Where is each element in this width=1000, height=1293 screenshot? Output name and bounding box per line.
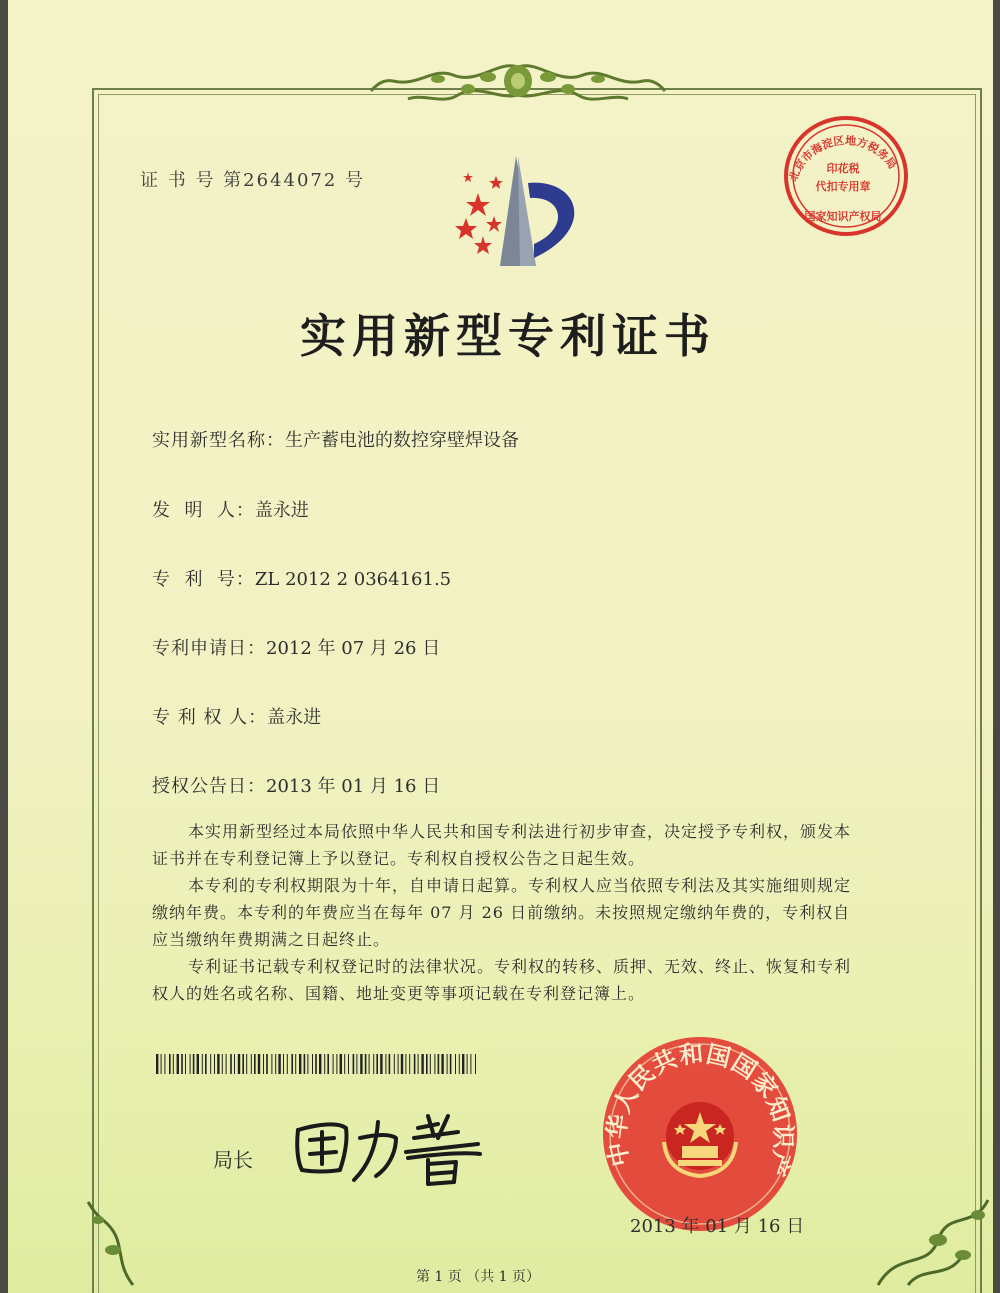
barcode-bar [455,1054,456,1074]
tax-stamp-inner-2: 代扣专用章 [815,180,871,193]
barcode-bar [462,1054,464,1074]
barcode-bar [246,1054,247,1074]
page-number: 第 1 页 （共 1 页） [415,1269,541,1285]
barcode-bar [304,1054,306,1074]
barcode-bar [421,1054,423,1074]
barcode-bar [315,1054,317,1074]
field-grant-date [152,772,440,798]
barcode-bar [426,1054,428,1074]
barcode-bar [295,1054,296,1074]
seal-date: 2013 年 01 月 16 日 [630,1216,805,1237]
field-value: 盖永进 [254,500,309,521]
barcode-bar [278,1054,280,1074]
barcode-bar [333,1054,334,1074]
barcode-bar [193,1054,195,1074]
barcode-bar [238,1054,240,1074]
barcode-bar [336,1054,337,1074]
barcode-bar [275,1054,276,1074]
barcode-bar [299,1054,301,1074]
official-seal [600,1034,800,1238]
field-value: ZL 2012 2 0364161.5 [254,569,452,590]
director-signature [288,1108,498,1188]
barcode-bar [385,1054,386,1074]
barcode-bar [450,1054,452,1074]
field-inventor [152,496,309,522]
barcode-bar [376,1054,378,1074]
field-patentee [152,703,321,729]
field-label: 专利申请日： [152,638,266,659]
barcode-bar [226,1054,227,1074]
barcode-bar [373,1054,374,1074]
field-utility-name [152,426,519,452]
inner-border [98,94,976,1293]
barcode-bar [441,1054,443,1074]
field-value: 盖永进 [267,707,322,728]
barcode-bar [173,1054,174,1074]
barcode-bar [324,1054,325,1074]
tax-stamp [778,112,918,246]
barcode-bar [369,1054,370,1074]
barcode-bar [283,1054,284,1074]
tax-stamp-arc-text: 北京市海淀区地方税务局 [786,134,900,184]
barcode-bar [438,1054,440,1074]
barcode-bar [307,1054,308,1074]
barcode-bar [394,1054,395,1074]
barcode-bar [210,1054,211,1074]
barcode-bar [230,1054,232,1074]
barcode-bar [185,1054,186,1074]
body-paragraph: 专利证书记载专利权登记时的法律状况。专利权的转移、质押、无效、终止、恢复和专利权人的姓名或名称、国籍、地址变更等事项记载在专利登记簿上。 [152,957,852,1003]
barcode-bar [205,1054,207,1074]
barcode-bar [418,1054,419,1074]
body-paragraph: 本专利的专利权期限为十年，自申请日起算。专利权人应当依照专利法及其实施细则规定缴纳年费。本专利的年费应当在每年 07 月 26 日前缴纳。未按照规定缴纳年费的，专利权自应当缴纳年费期满之日起终止。 [152,876,852,949]
barcode-bar [202,1054,203,1074]
barcode-bar [405,1054,406,1074]
barcode-bar [234,1054,235,1074]
barcode-bar [409,1054,410,1074]
field-value: 生产蓄电池的数控穿壁焊设备 [285,430,519,451]
barcode-bar [414,1054,416,1074]
field-value: 2012 年 07 月 26 日 [266,638,441,659]
barcode-bar [271,1054,272,1074]
seal-text: 中华人民共和国国家知识产 [601,1038,799,1181]
barcode-bar [365,1054,367,1074]
barcode-bar [214,1054,215,1074]
barcode-bar [459,1054,460,1074]
barcode-bar [398,1054,399,1074]
field-value: 2013 年 01 月 16 日 [266,776,441,797]
barcode-bar [356,1054,357,1074]
tax-stamp-inner-1: 印花税 [826,162,860,175]
barcode-bar [190,1054,191,1074]
barcode-bar [475,1054,476,1074]
field-label: 专 利 号： [152,569,255,590]
barcode-bar [467,1054,468,1074]
barcode-bar [266,1054,268,1074]
barcode-bar [197,1054,199,1074]
barcode-bar [181,1054,183,1074]
field-label: 发 明 人： [152,500,255,521]
field-patent-number [152,565,451,591]
field-label: 专 利 权 人： [152,707,268,728]
barcode-bar [177,1054,179,1074]
certificate-body [152,818,864,1007]
tax-stamp-bottom-text: 国家知识产权局 [804,210,882,223]
certificate-number: 证 书 号 第2644072 号 [140,170,366,191]
field-label: 授权公告日： [152,776,266,797]
barcode-bar [164,1054,165,1074]
barcode-bar [434,1054,435,1074]
barcode-bar [430,1054,431,1074]
barcode-bar [217,1054,219,1074]
certificate-sheet [8,0,993,1293]
barcode-bar [312,1054,313,1074]
barcode-bar [360,1054,362,1074]
top-ornament-icon [368,55,668,115]
barcode-bar [344,1054,345,1074]
certificate-title: 实用新型专利证书 [300,309,716,363]
barcode-bar [348,1054,349,1074]
barcode-bar [242,1054,244,1074]
barcode-bar [156,1054,158,1074]
barcode-bar [319,1054,321,1074]
barcode-bar [401,1054,403,1074]
barcode-bar [447,1054,448,1074]
barcode-bar [327,1054,329,1074]
barcode-bar [161,1054,162,1074]
barcode-bar [258,1054,260,1074]
barcode-bar [291,1054,293,1074]
barcode-bar [353,1054,355,1074]
barcode-bar [287,1054,288,1074]
barcode-bar [470,1054,471,1074]
barcode-bar [169,1054,171,1074]
barcode-bar [251,1054,252,1074]
barcode-bar [389,1054,391,1074]
body-paragraph: 本实用新型经过本局依照中华人民共和国专利法进行初步审查，决定授予专利权，颁发本证书并在专利登记簿上予以登记。专利权自授权公告之日起生效。 [152,822,852,868]
barcode-bar [263,1054,264,1074]
barcode-bar [254,1054,256,1074]
director-label: 局长 [213,1148,253,1172]
barcode-bar [380,1054,382,1074]
barcode-bar [340,1054,342,1074]
field-label: 实用新型名称： [152,430,285,451]
patent-office-logo-icon [438,148,598,273]
barcode-bar [222,1054,223,1074]
barcode [156,1054,476,1074]
field-application-date [152,634,440,660]
